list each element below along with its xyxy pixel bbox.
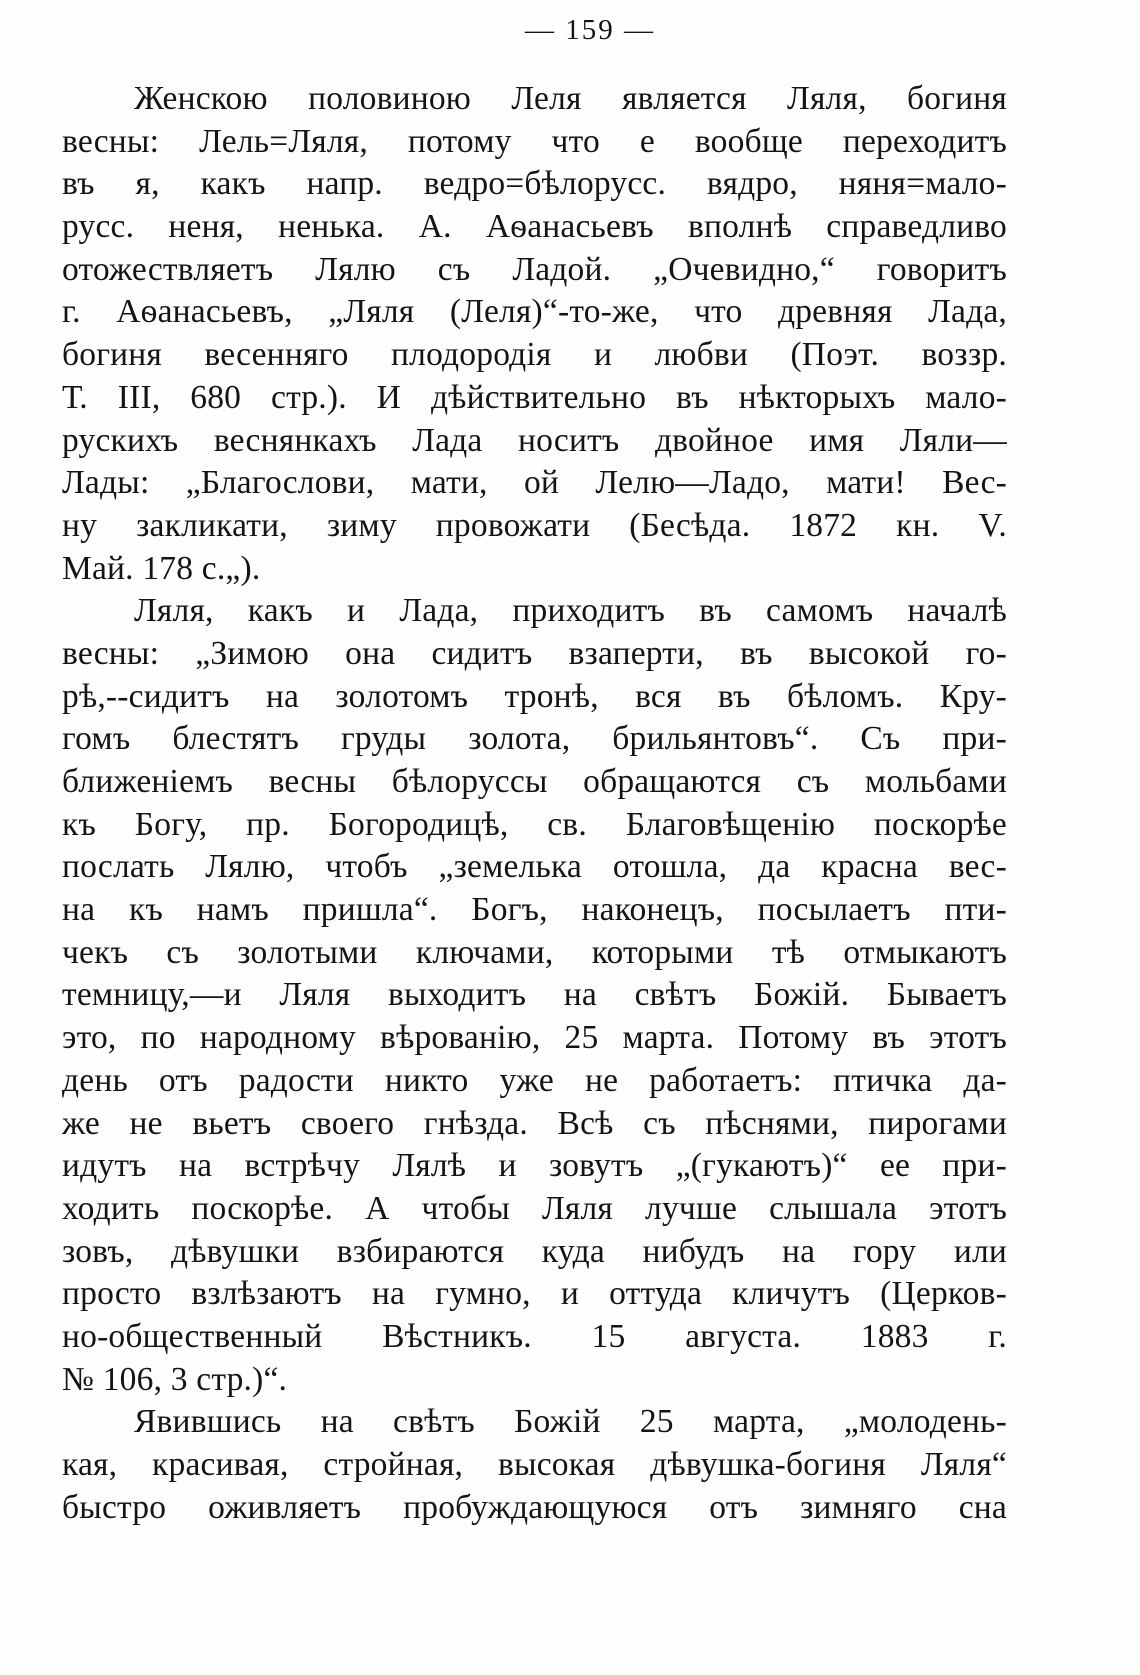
- text-line: ходить поскорѣе. А чтобы Ляля лучше слышала этотъ: [62, 1189, 1007, 1227]
- text-line: темницу,—и Ляля выходитъ на свѣтъ Божій. Бываетъ: [62, 976, 1007, 1014]
- page-number: — 159 —: [525, 14, 655, 46]
- text-line: Женскою половиною Леля является Ляля, богиня: [134, 80, 1007, 117]
- text-line: Ляля, какъ и Лада, приходитъ въ самомъ началѣ: [134, 592, 1007, 630]
- text-line: Явившись на свѣтъ Божій 25 марта, „молодень-: [134, 1403, 1007, 1441]
- text-line: русс. неня, ненька. А. Аѳанасьевъ вполнѣ справедливо: [62, 208, 1007, 246]
- text-line: № 106, 3 стр.)“.: [62, 1360, 288, 1398]
- text-line: весны: „Зимою она сидитъ взаперти, въ высокой го-: [62, 634, 1007, 672]
- text-line: ну закликати, зиму провожати (Бесѣда. 1872 кн. V.: [62, 506, 1007, 544]
- text-line: Лады: „Благослови, мати, ой Лелю—Ладо, мати! Вес-: [62, 464, 1007, 502]
- text-line: весны: Лель=Ляля, потому что е вообще переходитъ: [62, 122, 1007, 160]
- text-line: идутъ на встрѣчу Лялѣ и зовутъ „(гукаютъ)“ ее при-: [62, 1147, 1007, 1185]
- text-line: ближеніемъ весны бѣлоруссы обращаются съ мольбами: [62, 763, 1007, 800]
- text-line: гомъ блестятъ груды золота, брильянтовъ“. Съ при-: [62, 720, 1007, 758]
- body-text: [62, 78, 1007, 1529]
- text-line: въ я, какъ напр. ведро=бѣлорусс. вядро, няня=мало-: [62, 165, 1007, 203]
- text-line: послать Лялю, чтобъ „земелька отошла, да красна вес-: [62, 848, 1007, 886]
- text-line: зовъ, дѣвушки взбираются куда нибудъ на гору или: [62, 1232, 1007, 1270]
- text-line: быстро оживляетъ пробуждающуюся отъ зимняго сна: [62, 1488, 1007, 1526]
- text-line: Т. III, 680 стр.). И дѣйствительно въ нѣкторыхъ мало-: [62, 378, 1007, 416]
- text-line: но-общественный Вѣстникъ. 15 августа. 1883 г.: [62, 1317, 1007, 1355]
- text-line: день отъ радости никто уже не работаетъ: птичка да-: [62, 1061, 1007, 1099]
- text-line: же не вьетъ своего гнѣзда. Всѣ съ пѣснями, пирогами: [62, 1104, 1007, 1142]
- text-line: рускихъ веснянкахъ Лада носитъ двойное имя Ляли—: [62, 421, 1007, 459]
- text-line: отожествляетъ Лялю съ Ладой. „Очевидно,“ говоритъ: [62, 250, 1007, 288]
- text-line: кая, красивая, стройная, высокая дѣвушка-богиня Ляля“: [62, 1446, 1007, 1483]
- text-line: къ Богу, пр. Богородицѣ, св. Благовѣщенію поскорѣе: [62, 805, 1007, 843]
- text-line: г. Аѳанасьевъ, „Ляля (Леля)“-то-же, что древняя Лада,: [62, 293, 1007, 331]
- text-line: на къ намъ пришла“. Богъ, наконецъ, посылаетъ пти-: [62, 891, 1007, 929]
- text-line: это, по народному вѣрованію, 25 марта. Потому въ этотъ: [62, 1019, 1007, 1057]
- text-line: чекъ съ золотыми ключами, которыми тѣ отмыкаютъ: [62, 933, 1007, 971]
- text-line: просто взлѣзаютъ на гумно, и оттуда кличутъ (Церков-: [62, 1275, 1007, 1313]
- text-line: богиня весенняго плодородія и любви (Поэт. воззр.: [62, 336, 1007, 374]
- text-line: Май. 178 с.„).: [62, 549, 261, 587]
- text-line: рѣ,--сидитъ на золотомъ тронѣ, вся въ бѣломъ. Кру-: [62, 677, 1007, 715]
